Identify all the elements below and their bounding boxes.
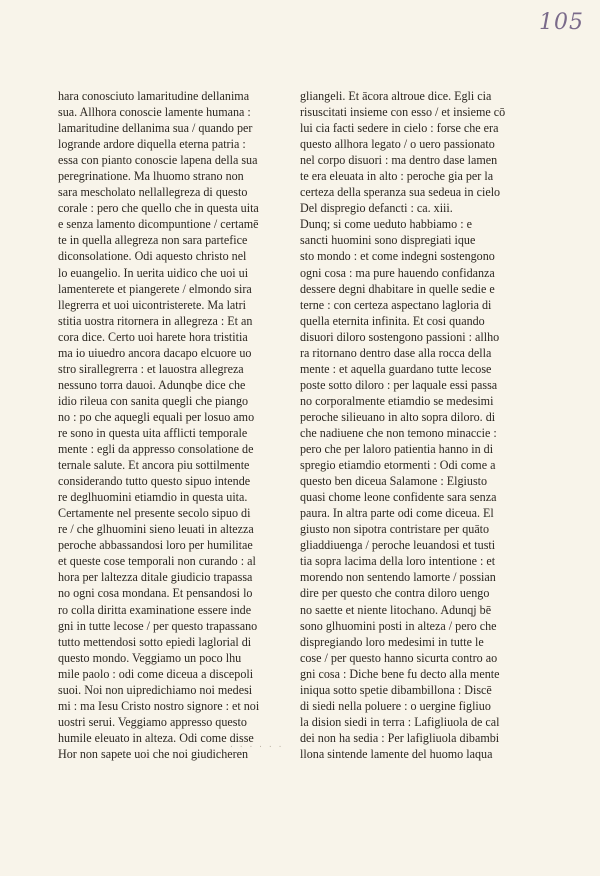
right-column-line: risuscitati insieme con esso / et insieme cō bbox=[300, 105, 506, 120]
right-column-line: sto mondo : et come indegni sostengono bbox=[300, 249, 495, 264]
left-column-line: tutto mettendosi sotto epiedi laglorial di bbox=[58, 634, 252, 649]
left-column-line: peregrinatione. Ma lhuomo strano non bbox=[58, 169, 244, 184]
left-column-line: lo euangelio. In uerita uidico che uoi ui bbox=[58, 265, 249, 280]
left-column-line: diconsolatione. Odi aquesto christo nel bbox=[58, 249, 247, 264]
left-column-line: sua. Allhora conoscie lamente humana : bbox=[58, 105, 251, 120]
left-column-line: no : po che aquegli equali per losuo amo bbox=[58, 409, 255, 424]
right-column-line: di siedi nella poluere : o uergine figliuo bbox=[300, 698, 491, 713]
left-column-line: hara conosciuto lamaritudine dellanima bbox=[58, 89, 250, 103]
right-column-line: te era eleuata in alto : peroche gia per la bbox=[300, 169, 494, 184]
folio-number: 105 bbox=[539, 10, 584, 35]
left-column-line: idio rileua con sanita quegli che piango bbox=[58, 393, 249, 408]
bottom-mark: . . . . . . bbox=[230, 740, 284, 750]
left-column-line: lamaritudine dellanima sua / quando per bbox=[58, 121, 253, 136]
right-column-line: nel corpo disuori : ma dentro dase lamen bbox=[300, 153, 498, 168]
left-column-line: re deglhuomini etiamdio in questa uita. bbox=[58, 490, 248, 505]
right-column-line: gliaddiuenga / peroche leuandosi et tusti bbox=[300, 538, 496, 553]
right-column-line: dire per questo che contra diloro uengo bbox=[300, 586, 490, 601]
right-column-line: llona sintende lamente del huomo laqua bbox=[300, 746, 493, 761]
left-column-line: essa con pianto conoscie lapena della sua bbox=[58, 153, 258, 168]
right-column-line: certeza della speranza sua sedeua in cielo bbox=[300, 185, 501, 200]
right-column-line: la dision siedi in terra : Lafigliuola de cal bbox=[300, 714, 500, 729]
left-column-line: corale : pero che quello che in questa uita bbox=[58, 201, 259, 216]
left-column-line: stitia uostra ritornera in allegreza : Et an bbox=[58, 313, 253, 328]
right-column-line: mente : et aquella guardano tutte lecose bbox=[300, 361, 492, 376]
left-column-line: e senza lamento dicompuntione / certamē bbox=[58, 217, 259, 232]
right-column-line: dei non ha sedia : Per lafigliuola dibambi bbox=[300, 730, 500, 745]
left-column-line: gni in tutte lecose / per questo trapassano bbox=[58, 618, 258, 633]
left-column-line: considerando tutto questo sipuo intende bbox=[58, 474, 251, 489]
left-column-line: re sono in questa uita afflicti temporale bbox=[58, 425, 248, 440]
right-column-line: quasi chome leone confidente sara senza bbox=[300, 490, 497, 505]
right-column-line: peroche silieuano in alto sopra diloro. di bbox=[300, 409, 496, 424]
right-column-line: quella eternita infinita. Et cosi quando bbox=[300, 313, 485, 328]
right-column-line: Del dispregio defancti : ca. xiii. bbox=[300, 201, 453, 216]
left-column-line: te in quella allegreza non sara partefice bbox=[58, 233, 248, 248]
left-column-line: mile paolo : odi come diceua a discepoli bbox=[58, 666, 254, 681]
right-column-line: ogni cosa : ma pure hauendo confidanza bbox=[300, 265, 495, 280]
left-text-column bbox=[58, 88, 270, 762]
right-column-line: Dunq; si come ueduto habbiamo : e bbox=[300, 217, 472, 232]
left-column-line: questo mondo. Veggiamo un poco lhu bbox=[58, 650, 242, 665]
right-column-line: iniqua sotto spetie dibambillona : Discē bbox=[300, 682, 492, 697]
left-column-line: uostri serui. Veggiamo appresso questo bbox=[58, 714, 247, 729]
left-column-line: logrande ardore diquella eterna patria : bbox=[58, 137, 246, 152]
right-column-line: sono glhuomini posti in alteza / pero che bbox=[300, 618, 497, 633]
left-column-line: stro sirallegrerra : et lauostra allegreza bbox=[58, 361, 244, 376]
right-column-line: sancti huomini sono dispregiati ique bbox=[300, 233, 476, 248]
left-column-line: hora per laltezza ditale giudicio trapassa bbox=[58, 570, 253, 585]
right-column-line: che nadiuene che non temono minaccie : bbox=[300, 425, 497, 440]
left-column-line: suoi. Noi non uipredichiamo noi medesi bbox=[58, 682, 253, 697]
right-column-line: dispregiando loro medesimi in tutte le bbox=[300, 634, 484, 649]
left-column-line: Certamente nel presente secolo sipuo di bbox=[58, 506, 251, 521]
left-column-line: peroche abbassandosi loro per humilitae bbox=[58, 538, 253, 553]
right-column-line: disuori diloro sostengono passioni : allho bbox=[300, 329, 500, 344]
left-column-line: llegrerra et uoi uicontristerete. Ma latri bbox=[58, 297, 247, 312]
left-column-line: no ogni cosa mondana. Et pensandosi lo bbox=[58, 586, 253, 601]
left-column-line: re / che glhuomini sieno leuati in altezza bbox=[58, 522, 254, 537]
right-column-line: gliangeli. Et ācora altroue dice. Egli cia bbox=[300, 89, 492, 103]
right-column-line: ra ritornano dentro dase alla rocca della bbox=[300, 345, 492, 360]
left-column-line: mente : egli da appresso consolatione de bbox=[58, 442, 254, 457]
right-column-line: cose / per questo hanno sicurta contro ao bbox=[300, 650, 498, 665]
left-column-line: sara mescholato nellallegreza di questo bbox=[58, 185, 248, 200]
left-column-line: nessuno torra dauoi. Adunqbe dice che bbox=[58, 377, 246, 392]
right-column-line: lui cia facti sedere in cielo : forse che era bbox=[300, 121, 499, 136]
right-column-line: dessere degni dhabitare in quelle sedie e bbox=[300, 281, 495, 296]
left-column-line: ma io uiuedro ancora dacapo elcuore uo bbox=[58, 345, 252, 360]
left-column-line: Hor non sapete uoi che noi giudicheren bbox=[58, 746, 249, 761]
right-column-line: spregio etiamdio etormenti : Odi come a bbox=[300, 458, 496, 473]
right-column-line: paura. In altra parte odi come diceua. El bbox=[300, 506, 494, 521]
left-column-line: ro colla diritta examinatione essere inde bbox=[58, 602, 252, 617]
left-column-line: humile eleuato in alteza. Odi come disse bbox=[58, 730, 254, 745]
right-column-line: tia sopra lacima della loro intentione : et bbox=[300, 554, 496, 569]
right-column-line: terne : con certeza aspectano lagloria di bbox=[300, 297, 492, 312]
right-column-line: poste sotto diloro : per laquale essi passa bbox=[300, 377, 498, 392]
right-column-line: questo ben diceua Salamone : Elgiusto bbox=[300, 474, 488, 489]
left-column-line: et queste cose temporali non curando : al bbox=[58, 554, 256, 569]
right-column-line: no corporalmente etiamdio se medesimi bbox=[300, 393, 494, 408]
right-column-line: gni cosa : Diche bene fu decto alla mente bbox=[300, 666, 500, 681]
right-column-line: morendo non sentendo lamorte / possian bbox=[300, 570, 496, 585]
left-column-line: cora dice. Certo uoi harete hora tristitia bbox=[58, 329, 248, 344]
left-column-line: mi : ma Iesu Cristo nostro signore : et noi bbox=[58, 698, 260, 713]
right-text-column bbox=[300, 88, 512, 762]
right-column-line: no saette et niente litochano. Adunqj bē bbox=[300, 602, 492, 617]
left-column-line: lamenterete et piangerete / elmondo sira bbox=[58, 281, 252, 296]
left-column-line: ternale salute. Et ancora piu sottilmente bbox=[58, 458, 250, 473]
right-column-line: questo allhora legato / o uero passionato bbox=[300, 137, 495, 152]
right-column-line: giusto non sipotra contristare per quāto bbox=[300, 522, 490, 537]
right-column-line: pero che per laloro patientia hanno in di bbox=[300, 442, 494, 457]
